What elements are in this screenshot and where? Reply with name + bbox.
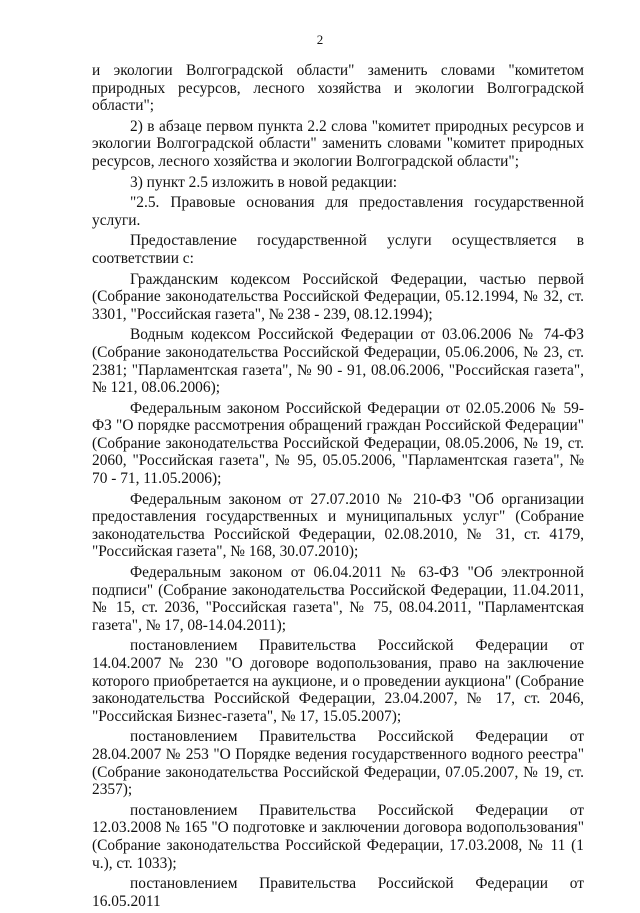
paragraph-law-59-fz: Федеральным законом Российской Федерации от 02.05.2006 № 59-ФЗ "О порядке рассмотрения обращений граждан Российской Федерации" (Собрание законодательства Российской Федерации, 08.05.2006, № 19, ст. 2060, "Российская газета", № 95, 05.05.2006, "Парламентская газета", № 70 - 71, 11.05.2006); [92,399,584,488]
document-body [92,62,584,913]
paragraph-water-code: Водным кодексом Российской Федерации от 03.06.2006 № 74-ФЗ (Собрание законодательства Российской Федерации, 05.06.2006, № 23, ст. 2381; "Парламентская газета", № 90 - 91, 08.06.2006, "Российская газета", № 121, 08.06.2006); [92,326,584,397]
paragraph-law-210-fz: Федеральным законом от 27.07.2010 № 210-ФЗ "Об организации предоставления государственных и муниципальных услуг" (Собрание законодательства Российской Федерации, 02.08.2010, № 31, ст. 4179, "Российская газета", № 168, 30.07.2010); [92,490,584,561]
paragraph-continuation: и экологии Волгоградской области" заменить словами "комитетом природных ресурсов, лесного хозяйства и экологии Волгоградской области"; [92,62,584,115]
paragraph-item-3: 3) пункт 2.5 изложить в новой редакции: [130,173,397,191]
paragraph-civil-code: Гражданским кодексом Российской Федерации, частью первой (Собрание законодательства Российской Федерации, 05.12.1994, № 32, ст. 3301, "Российская газета", № 238 - 239, 08.12.1994); [92,270,584,323]
page-number: 2 [316,32,324,47]
paragraph-resolution-2011: постановлением Правительства Российской Федерации от 16.05.2011 [92,875,584,910]
paragraph-resolution-230: постановлением Правительства Российской Федерации от 14.04.2007 № 230 "О договоре водопользования, право на заключение которого приобретается на аукционе, и о проведении аукциона" (Собрание законодательства Российской Федерации, 23.04.2007, № 17, ст. 2046, "Российская Бизнес-газета", № 17, 15.05.2007); [92,637,584,725]
paragraph-item-2: 2) в абзаце первом пункта 2.2 слова "комитет природных ресурсов и экологии Волгоградской области" заменить словами "комитет природных ресурсов, лесного хозяйства и экологии Волгоградской области"; [92,117,584,170]
paragraph-legal-basis-intro: Предоставление государственной услуги осуществляется в соответствии с: [92,232,584,267]
paragraph-law-63-fz: Федеральным законом от 06.04.2011 № 63-ФЗ "Об электронной подписи" (Собрание законодательства Российской Федерации, 11.04.2011, № 15, ст. 2036, "Российская газета", № 75, 08.04.2011, "Парламентская газета", № 17, 08-14.04.2011); [92,564,584,634]
paragraph-section-2-5-heading: "2.5. Правовые основания для предоставления государственной услуги. [92,194,584,229]
paragraph-resolution-165: постановлением Правительства Российской Федерации от 12.03.2008 № 165 "О подготовке и заключении договора водопользования" (Собрание законодательства Российской Федерации, 17.03.2008, № 11 (1 ч.), ст. 1033); [92,801,584,872]
paragraph-resolution-253: постановлением Правительства Российской Федерации от 28.04.2007 № 253 "О Порядке ведения государственного водного реестра" (Собрание законодательства Российской Федерации, 07.05.2007, № 19, ст. 2357); [92,728,584,799]
